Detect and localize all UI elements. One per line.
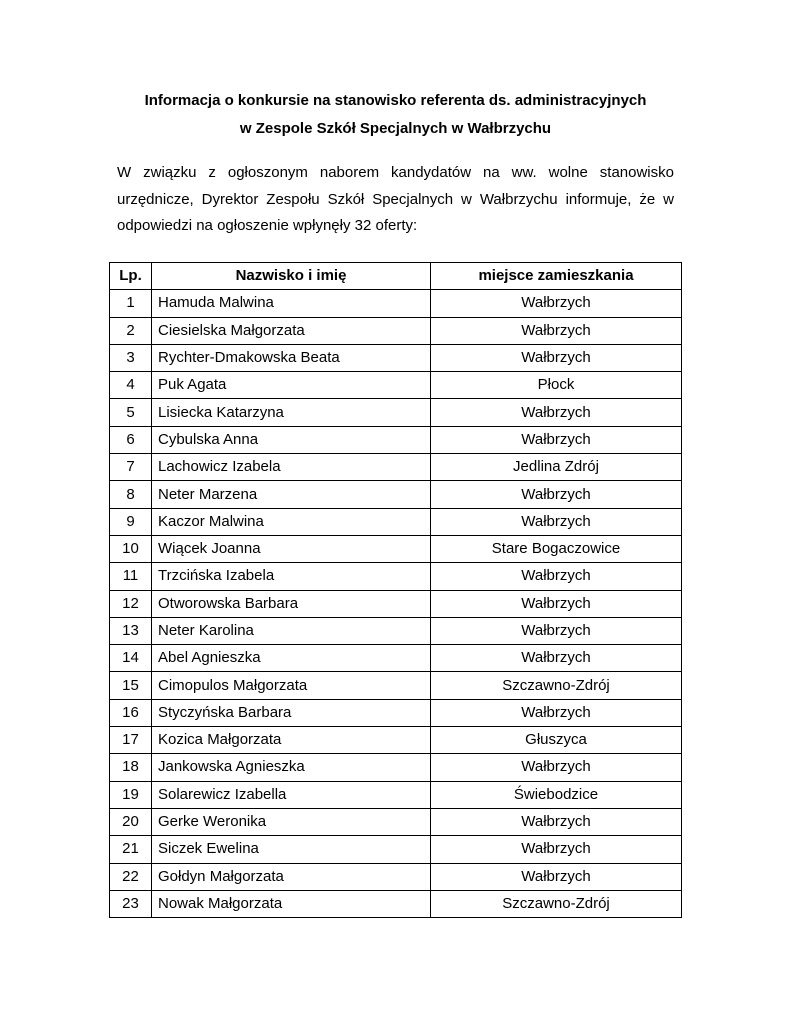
cell-place: Wałbrzych [431, 754, 682, 781]
cell-name: Cybulska Anna [152, 426, 431, 453]
cell-name: Trzcińska Izabela [152, 563, 431, 590]
cell-name: Jankowska Agnieszka [152, 754, 431, 781]
document-title-line-1: Informacja o konkursie na stanowisko referenta ds. administracyjnych [144, 92, 647, 109]
cell-place: Wałbrzych [431, 399, 682, 426]
table-row [110, 890, 682, 917]
cell-lp: 13 [110, 617, 152, 644]
cell-name: Gerke Weronika [152, 808, 431, 835]
table-row [110, 372, 682, 399]
cell-lp: 8 [110, 481, 152, 508]
cell-lp: 11 [110, 563, 152, 590]
cell-name: Siczek Ewelina [152, 836, 431, 863]
cell-lp: 2 [110, 317, 152, 344]
cell-lp: 7 [110, 454, 152, 481]
cell-lp: 3 [110, 344, 152, 371]
cell-place: Wałbrzych [431, 590, 682, 617]
cell-place: Wałbrzych [431, 317, 682, 344]
cell-name: Abel Agnieszka [152, 645, 431, 672]
table-row [110, 590, 682, 617]
cell-place: Jedlina Zdrój [431, 454, 682, 481]
table-row [110, 481, 682, 508]
cell-lp: 9 [110, 508, 152, 535]
table-row [110, 508, 682, 535]
cell-place: Wałbrzych [431, 344, 682, 371]
table-row [110, 563, 682, 590]
table-body [110, 290, 682, 918]
table-row [110, 808, 682, 835]
cell-name: Gołdyn Małgorzata [152, 863, 431, 890]
cell-lp: 4 [110, 372, 152, 399]
table-row [110, 672, 682, 699]
table-row [110, 535, 682, 562]
table-row [110, 699, 682, 726]
cell-place: Wałbrzych [431, 836, 682, 863]
cell-place: Wałbrzych [431, 481, 682, 508]
cell-place: Wałbrzych [431, 699, 682, 726]
cell-name: Neter Marzena [152, 481, 431, 508]
cell-place: Wałbrzych [431, 863, 682, 890]
table-row [110, 290, 682, 317]
cell-name: Lisiecka Katarzyna [152, 399, 431, 426]
cell-lp: 1 [110, 290, 152, 317]
cell-lp: 19 [110, 781, 152, 808]
cell-name: Cimopulos Małgorzata [152, 672, 431, 699]
table-row [110, 754, 682, 781]
cell-place: Wałbrzych [431, 617, 682, 644]
cell-lp: 16 [110, 699, 152, 726]
cell-lp: 18 [110, 754, 152, 781]
table-header-row [110, 263, 682, 290]
cell-name: Otworowska Barbara [152, 590, 431, 617]
table-row [110, 863, 682, 890]
cell-lp: 5 [110, 399, 152, 426]
cell-name: Kaczor Malwina [152, 508, 431, 535]
cell-name: Wiącek Joanna [152, 535, 431, 562]
cell-place: Głuszyca [431, 727, 682, 754]
cell-name: Hamuda Malwina [152, 290, 431, 317]
cell-lp: 15 [110, 672, 152, 699]
table-row [110, 344, 682, 371]
cell-name: Nowak Małgorzata [152, 890, 431, 917]
table-row [110, 727, 682, 754]
table-row [110, 454, 682, 481]
cell-lp: 21 [110, 836, 152, 863]
table-row [110, 645, 682, 672]
cell-lp: 20 [110, 808, 152, 835]
cell-lp: 17 [110, 727, 152, 754]
table-row [110, 836, 682, 863]
header-place: miejsce zamieszkania [431, 263, 682, 290]
table-row [110, 781, 682, 808]
cell-place: Wałbrzych [431, 426, 682, 453]
cell-lp: 14 [110, 645, 152, 672]
cell-name: Ciesielska Małgorzata [152, 317, 431, 344]
header-lp: Lp. [110, 263, 152, 290]
document-title-line-2: w Zespole Szkół Specjalnych w Wałbrzychu [239, 120, 552, 137]
cell-name: Lachowicz Izabela [152, 454, 431, 481]
header-name: Nazwisko i imię [152, 263, 431, 290]
offers-table [109, 262, 682, 918]
cell-name: Rychter-Dmakowska Beata [152, 344, 431, 371]
cell-place: Wałbrzych [431, 808, 682, 835]
cell-place: Świebodzice [431, 781, 682, 808]
cell-name: Kozica Małgorzata [152, 727, 431, 754]
cell-place: Wałbrzych [431, 645, 682, 672]
table-row [110, 617, 682, 644]
cell-lp: 22 [110, 863, 152, 890]
table-row [110, 426, 682, 453]
cell-place: Płock [431, 372, 682, 399]
cell-name: Solarewicz Izabella [152, 781, 431, 808]
cell-name: Puk Agata [152, 372, 431, 399]
table-row [110, 399, 682, 426]
cell-place: Stare Bogaczowice [431, 535, 682, 562]
cell-lp: 10 [110, 535, 152, 562]
cell-lp: 23 [110, 890, 152, 917]
cell-place: Wałbrzych [431, 508, 682, 535]
cell-place: Wałbrzych [431, 290, 682, 317]
cell-name: Neter Karolina [152, 617, 431, 644]
cell-place: Wałbrzych [431, 563, 682, 590]
cell-name: Styczyńska Barbara [152, 699, 431, 726]
cell-lp: 6 [110, 426, 152, 453]
intro-paragraph: W związku z ogłoszonym naborem kandydatów na ww. wolne stanowisko urzędnicze, Dyrektor Zespołu Szkół Specjalnych w Wałbrzychu informuje, że w odpowiedzi na ogłoszenie wpłynęły 32 oferty: [117, 164, 674, 234]
cell-place: Szczawno-Zdrój [431, 672, 682, 699]
table-row [110, 317, 682, 344]
cell-place: Szczawno-Zdrój [431, 890, 682, 917]
cell-lp: 12 [110, 590, 152, 617]
